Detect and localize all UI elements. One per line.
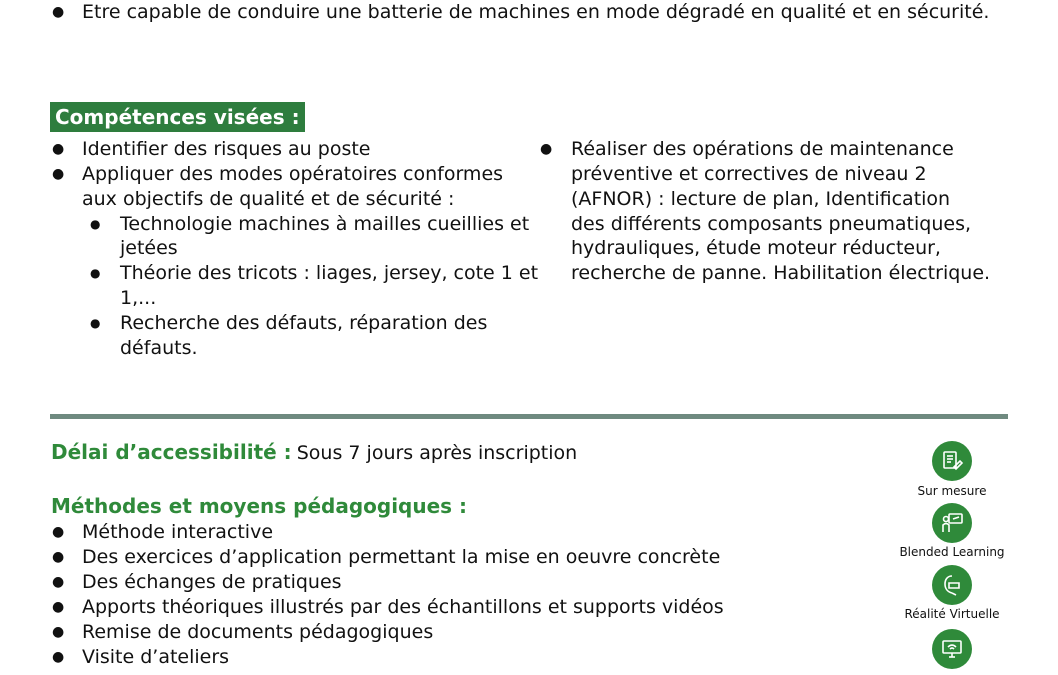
bullet-dot: ● (52, 524, 65, 540)
methode-item: Des échanges de pratiques (82, 571, 342, 593)
competence-right-line: (AFNOR) : lecture de plan, Identification (571, 188, 951, 210)
icon-label: Sur mesure (917, 484, 987, 498)
sub-item: Technologie machines à mailles cueillies et (120, 213, 530, 235)
competence-right-line: Réaliser des opérations de maintenance (571, 138, 954, 160)
delai-value: Sous 7 jours après inscription (296, 442, 578, 464)
top-bullet-text: Etre capable de conduire une batterie de machines en mode dégradé en qualité et en sécurité. (82, 1, 990, 23)
bullet-dot: ● (52, 649, 65, 665)
vr-headset-icon (932, 565, 972, 605)
competence-item: Identifier des risques au poste (82, 138, 371, 160)
icon-label: Blended Learning (899, 545, 1005, 559)
competence-item: Appliquer des modes opératoires conformes (82, 163, 504, 185)
sub-bullet-dot: ● (90, 316, 101, 330)
bullet-dot: ● (52, 166, 65, 182)
sub-item-cont: défauts. (120, 337, 198, 359)
methode-item: Visite d’ateliers (82, 646, 230, 668)
methodes-heading: Méthodes et moyens pédagogiques : (51, 494, 468, 518)
bullet-dot: ● (52, 549, 65, 565)
methode-item: Méthode interactive (82, 521, 274, 543)
sub-item-cont: jetées (120, 237, 178, 259)
sub-item: Recherche des défauts, réparation des (120, 312, 488, 334)
sub-item: Théorie des tricots : liages, jersey, cote 1 et (120, 262, 539, 284)
methode-item: Apports théoriques illustrés par des échantillons et supports vidéos (82, 596, 724, 618)
delai-label: Délai d’accessibilité : (51, 440, 292, 464)
bullet-dot: ● (52, 4, 65, 20)
competence-item-cont: aux objectifs de qualité et de sécurité : (82, 188, 455, 210)
section-divider (50, 414, 1008, 419)
bullet-dot: ● (540, 141, 553, 157)
bullet-dot: ● (52, 624, 65, 640)
sub-bullet-dot: ● (90, 266, 101, 280)
bullet-dot: ● (52, 574, 65, 590)
competence-right-line: recherche de panne. Habilitation électrique. (571, 262, 991, 284)
bullet-dot: ● (52, 599, 65, 615)
competences-heading: Compétences visées : (50, 102, 305, 132)
competence-right-line: des différents composants pneumatiques, (571, 213, 972, 235)
sub-item-cont: 1,... (120, 287, 157, 309)
methode-item: Des exercices d’application permettant la mise en oeuvre concrète (82, 546, 721, 568)
presenter-board-icon (932, 503, 972, 543)
competence-right-line: préventive et correctives de niveau 2 (571, 163, 927, 185)
methode-item: Remise de documents pédagogiques (82, 621, 434, 643)
competence-right-line: hydrauliques, étude moteur réducteur, (571, 237, 941, 259)
delai-row (51, 440, 577, 464)
monitor-wifi-icon (932, 629, 972, 669)
edit-document-icon (932, 441, 972, 481)
icon-label: Réalité Virtuelle (904, 607, 1000, 621)
bullet-dot: ● (52, 141, 65, 157)
sub-bullet-dot: ● (90, 217, 101, 231)
